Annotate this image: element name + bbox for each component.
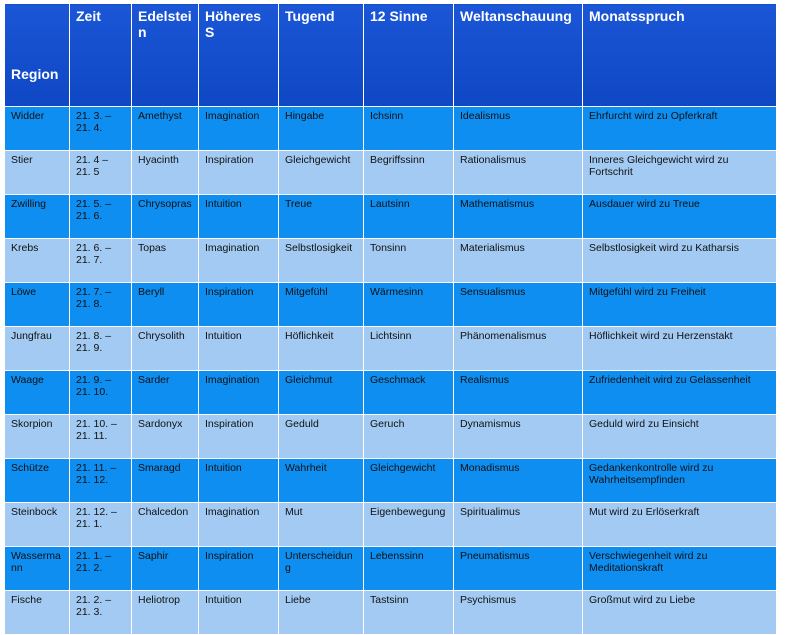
cell-tugend: Geduld bbox=[279, 415, 364, 459]
cell-region: Zwilling bbox=[5, 195, 70, 239]
cell-zeit: 21. 11. – 21. 12. bbox=[70, 459, 132, 503]
cell-monatsspruch: Inneres Gleichgewicht wird zu Fortschrit bbox=[583, 151, 777, 195]
cell-zeit: 21. 5. – 21. 6. bbox=[70, 195, 132, 239]
header-monatsspruch: Monatsspruch bbox=[583, 4, 777, 107]
cell-edelstein: Chrysolith bbox=[132, 327, 199, 371]
cell-tugend: Treue bbox=[279, 195, 364, 239]
cell-hoeheres: Inspiration bbox=[199, 547, 279, 591]
header-weltanschauung: Weltanschauung bbox=[454, 4, 583, 107]
cell-zeit: 21. 2. – 21. 3. bbox=[70, 591, 132, 635]
table-row bbox=[5, 239, 777, 283]
table-body bbox=[5, 107, 777, 635]
cell-tugend: Unterscheidung bbox=[279, 547, 364, 591]
table-header-row bbox=[5, 4, 777, 107]
cell-region: Widder bbox=[5, 107, 70, 151]
cell-tugend: Mitgefühl bbox=[279, 283, 364, 327]
cell-hoeheres: Intuition bbox=[199, 327, 279, 371]
cell-sinne: Lebenssinn bbox=[364, 547, 454, 591]
cell-tugend: Gleichmut bbox=[279, 371, 364, 415]
cell-edelstein: Sarder bbox=[132, 371, 199, 415]
cell-monatsspruch: Geduld wird zu Einsicht bbox=[583, 415, 777, 459]
cell-zeit: 21. 8. – 21. 9. bbox=[70, 327, 132, 371]
zodiac-table-sheet bbox=[4, 3, 776, 618]
header-region: Region bbox=[5, 4, 70, 107]
cell-sinne: Ichsinn bbox=[364, 107, 454, 151]
cell-tugend: Gleichgewicht bbox=[279, 151, 364, 195]
cell-weltanschauung: Rationalismus bbox=[454, 151, 583, 195]
cell-edelstein: Beryll bbox=[132, 283, 199, 327]
table-row bbox=[5, 327, 777, 371]
cell-edelstein: Heliotrop bbox=[132, 591, 199, 635]
cell-edelstein: Sardonyx bbox=[132, 415, 199, 459]
cell-monatsspruch: Mitgefühl wird zu Freiheit bbox=[583, 283, 777, 327]
table-row bbox=[5, 283, 777, 327]
cell-weltanschauung: Mathematismus bbox=[454, 195, 583, 239]
table-row bbox=[5, 591, 777, 635]
header-hoeheres: Höheres S bbox=[199, 4, 279, 107]
cell-tugend: Höflichkeit bbox=[279, 327, 364, 371]
cell-monatsspruch: Verschwiegenheit wird zu Meditationskraft bbox=[583, 547, 777, 591]
cell-hoeheres: Inspiration bbox=[199, 415, 279, 459]
cell-edelstein: Chalcedon bbox=[132, 503, 199, 547]
cell-edelstein: Chrysopras bbox=[132, 195, 199, 239]
header-zeit: Zeit bbox=[70, 4, 132, 107]
table-row bbox=[5, 107, 777, 151]
cell-tugend: Liebe bbox=[279, 591, 364, 635]
cell-zeit: 21. 7. – 21. 8. bbox=[70, 283, 132, 327]
cell-region: Löwe bbox=[5, 283, 70, 327]
table-row bbox=[5, 459, 777, 503]
cell-weltanschauung: Realismus bbox=[454, 371, 583, 415]
cell-sinne: Tastsinn bbox=[364, 591, 454, 635]
cell-weltanschauung: Dynamismus bbox=[454, 415, 583, 459]
cell-monatsspruch: Höflichkeit wird zu Herzenstakt bbox=[583, 327, 777, 371]
header-sinne: 12 Sinne bbox=[364, 4, 454, 107]
cell-region: Krebs bbox=[5, 239, 70, 283]
cell-zeit: 21. 6. – 21. 7. bbox=[70, 239, 132, 283]
cell-region: Schütze bbox=[5, 459, 70, 503]
cell-hoeheres: Inspiration bbox=[199, 283, 279, 327]
cell-sinne: Gleichgewicht bbox=[364, 459, 454, 503]
cell-region: Jungfrau bbox=[5, 327, 70, 371]
cell-monatsspruch: Ausdauer wird zu Treue bbox=[583, 195, 777, 239]
cell-sinne: Wärmesinn bbox=[364, 283, 454, 327]
cell-zeit: 21. 10. – 21. 11. bbox=[70, 415, 132, 459]
zodiac-table bbox=[4, 3, 777, 635]
table-row bbox=[5, 151, 777, 195]
cell-weltanschauung: Pneumatismus bbox=[454, 547, 583, 591]
cell-region: Wassermann bbox=[5, 547, 70, 591]
cell-monatsspruch: Gedankenkontrolle wird zu Wahrheitsempfinden bbox=[583, 459, 777, 503]
cell-edelstein: Smaragd bbox=[132, 459, 199, 503]
cell-edelstein: Hyacinth bbox=[132, 151, 199, 195]
cell-sinne: Geruch bbox=[364, 415, 454, 459]
cell-edelstein: Amethyst bbox=[132, 107, 199, 151]
cell-tugend: Mut bbox=[279, 503, 364, 547]
cell-edelstein: Topas bbox=[132, 239, 199, 283]
cell-sinne: Lautsinn bbox=[364, 195, 454, 239]
cell-monatsspruch: Großmut wird zu Liebe bbox=[583, 591, 777, 635]
cell-sinne: Eigenbewegung bbox=[364, 503, 454, 547]
cell-zeit: 21. 1. – 21. 2. bbox=[70, 547, 132, 591]
table-row bbox=[5, 503, 777, 547]
cell-weltanschauung: Spiritualimus bbox=[454, 503, 583, 547]
cell-zeit: 21. 12. – 21. 1. bbox=[70, 503, 132, 547]
cell-hoeheres: Inspiration bbox=[199, 151, 279, 195]
cell-region: Fische bbox=[5, 591, 70, 635]
cell-sinne: Lichtsinn bbox=[364, 327, 454, 371]
cell-edelstein: Saphir bbox=[132, 547, 199, 591]
cell-monatsspruch: Mut wird zu Erlöserkraft bbox=[583, 503, 777, 547]
cell-tugend: Selbstlosigkeit bbox=[279, 239, 364, 283]
cell-region: Skorpion bbox=[5, 415, 70, 459]
table-row bbox=[5, 415, 777, 459]
cell-hoeheres: Imagination bbox=[199, 239, 279, 283]
cell-region: Steinbock bbox=[5, 503, 70, 547]
cell-sinne: Geschmack bbox=[364, 371, 454, 415]
cell-hoeheres: Imagination bbox=[199, 371, 279, 415]
cell-region: Waage bbox=[5, 371, 70, 415]
header-edelstein: Edelstein bbox=[132, 4, 199, 107]
cell-weltanschauung: Phänomenalismus bbox=[454, 327, 583, 371]
table-row bbox=[5, 371, 777, 415]
cell-tugend: Wahrheit bbox=[279, 459, 364, 503]
cell-hoeheres: Intuition bbox=[199, 459, 279, 503]
cell-monatsspruch: Zufriedenheit wird zu Gelassenheit bbox=[583, 371, 777, 415]
cell-weltanschauung: Sensualismus bbox=[454, 283, 583, 327]
table-row bbox=[5, 195, 777, 239]
cell-monatsspruch: Selbstlosigkeit wird zu Katharsis bbox=[583, 239, 777, 283]
cell-weltanschauung: Materialismus bbox=[454, 239, 583, 283]
header-tugend: Tugend bbox=[279, 4, 364, 107]
table-row bbox=[5, 547, 777, 591]
cell-hoeheres: Intuition bbox=[199, 591, 279, 635]
cell-zeit: 21. 3. – 21. 4. bbox=[70, 107, 132, 151]
cell-sinne: Tonsinn bbox=[364, 239, 454, 283]
cell-tugend: Hingabe bbox=[279, 107, 364, 151]
cell-weltanschauung: Idealismus bbox=[454, 107, 583, 151]
cell-weltanschauung: Monadismus bbox=[454, 459, 583, 503]
cell-hoeheres: Imagination bbox=[199, 107, 279, 151]
cell-hoeheres: Imagination bbox=[199, 503, 279, 547]
cell-sinne: Begriffssinn bbox=[364, 151, 454, 195]
cell-region: Stier bbox=[5, 151, 70, 195]
cell-hoeheres: Intuition bbox=[199, 195, 279, 239]
cell-zeit: 21. 4 – 21. 5 bbox=[70, 151, 132, 195]
cell-zeit: 21. 9. – 21. 10. bbox=[70, 371, 132, 415]
cell-weltanschauung: Psychismus bbox=[454, 591, 583, 635]
cell-monatsspruch: Ehrfurcht wird zu Opferkraft bbox=[583, 107, 777, 151]
